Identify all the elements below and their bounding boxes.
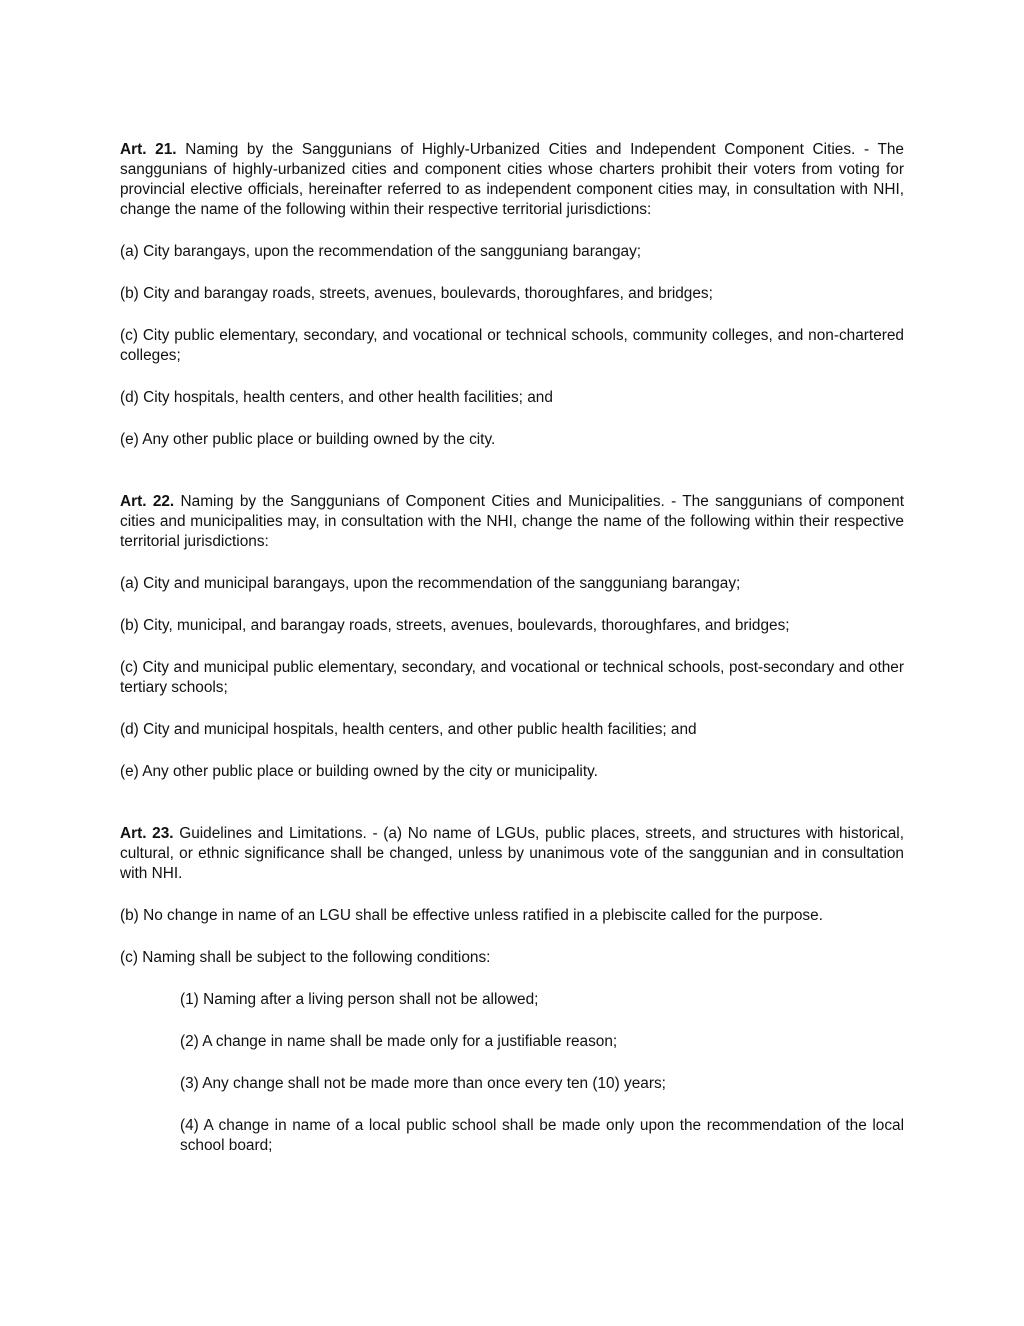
article-intro: Guidelines and Limitations. - (a) No name of LGUs, public places, streets, and structures with historical, cultural, or ethnic significance shall be changed, unless by unanimous vote of the sanggunian and in consultation with NHI. xyxy=(120,825,904,882)
article-heading xyxy=(120,140,904,220)
article-intro: Naming by the Sanggunians of Highly-Urbanized Cities and Independent Component Cities. - The sanggunians of highly-urbanized cities and component cities whose charters prohibit their voters from voting for provincial elective officials, hereinafter referred to as independent component cities may, in consultation with NHI, change the name of the following within their respective territorial jurisdictions: xyxy=(120,141,904,218)
list-item: (b) City and barangay roads, streets, avenues, boulevards, thoroughfares, and bridges; xyxy=(120,285,713,302)
list-item: (d) City and municipal hospitals, health centers, and other public health facilities; and xyxy=(120,721,697,738)
list-item: (e) Any other public place or building owned by the city or municipality. xyxy=(120,763,598,780)
list-item: (a) City and municipal barangays, upon the recommendation of the sangguniang barangay; xyxy=(120,575,741,592)
list-item: (c) City public elementary, secondary, and vocational or technical schools, community colleges, and non-chartered colleges; xyxy=(120,327,904,364)
list-item: (d) City hospitals, health centers, and other health facilities; and xyxy=(120,389,553,406)
article-21 xyxy=(120,140,904,450)
condition-item: (2) A change in name shall be made only for a justifiable reason; xyxy=(180,1033,618,1050)
condition-item: (3) Any change shall not be made more than once every ten (10) years; xyxy=(180,1075,666,1092)
condition-item: (1) Naming after a living person shall not be allowed; xyxy=(180,991,539,1008)
article-number: Art. 21. xyxy=(120,141,177,158)
article-number: Art. 22. xyxy=(120,493,175,510)
list-item: (a) City barangays, upon the recommendation of the sangguniang barangay; xyxy=(120,243,642,260)
condition-item: (4) A change in name of a local public school shall be made only upon the recommendation of the local school board; xyxy=(180,1117,904,1154)
article-heading xyxy=(120,492,904,552)
article-heading xyxy=(120,824,904,884)
document-page xyxy=(120,140,904,1178)
list-item: (e) Any other public place or building owned by the city. xyxy=(120,431,496,448)
list-item: (b) City, municipal, and barangay roads, streets, avenues, boulevards, thoroughfares, and bridges; xyxy=(120,617,790,634)
list-item: (b) No change in name of an LGU shall be effective unless ratified in a plebiscite called for the purpose. xyxy=(120,907,823,924)
list-item: (c) City and municipal public elementary, secondary, and vocational or technical schools, post-secondary and other tertiary schools; xyxy=(120,659,904,696)
article-22 xyxy=(120,492,904,782)
article-23 xyxy=(120,824,904,1156)
article-number: Art. 23. xyxy=(120,825,174,842)
article-intro: Naming by the Sanggunians of Component Cities and Municipalities. - The sanggunians of component cities and municipalities may, in consultation with the NHI, change the name of the following within their respective territorial jurisdictions: xyxy=(120,493,904,550)
list-item: (c) Naming shall be subject to the following conditions: xyxy=(120,949,491,966)
